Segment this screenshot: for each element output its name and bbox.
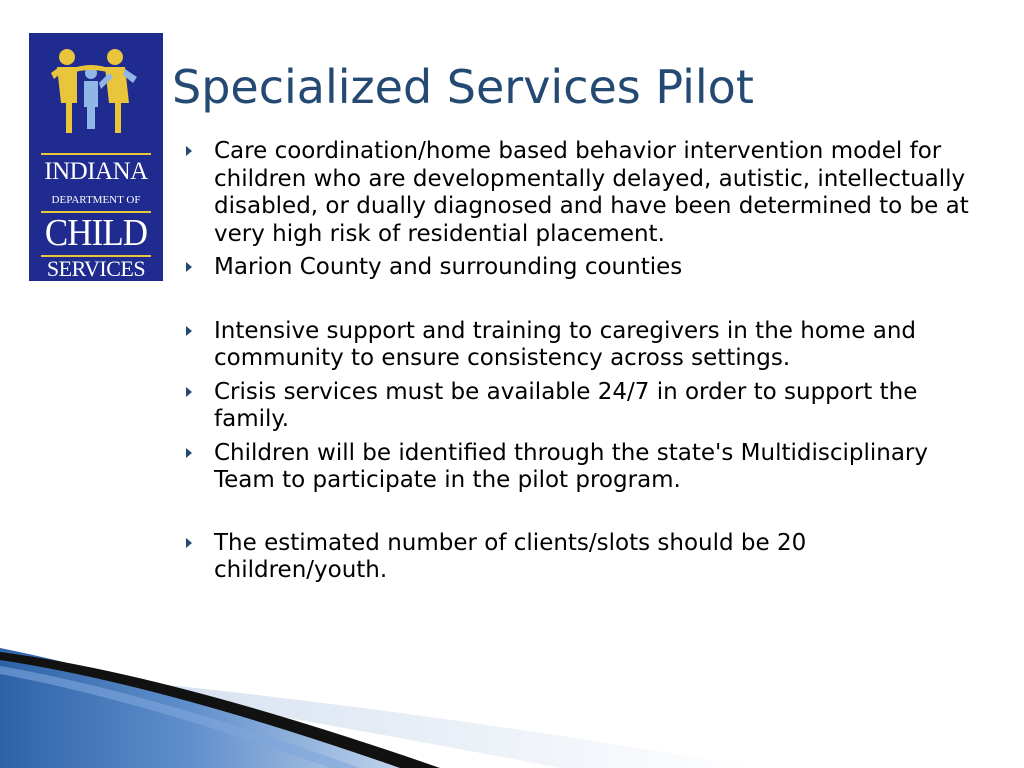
bullet-item [186, 379, 976, 434]
bullet-arrow-icon [186, 538, 192, 548]
bullet-arrow-icon [186, 387, 192, 397]
indiana-dcs-logo [29, 33, 163, 281]
bullet-text: Marion County and surrounding counties [214, 254, 683, 280]
logo-text-child: CHILD [44, 212, 148, 254]
logo-rule-top [41, 153, 151, 155]
bullet-text: Care coordination/home based behavior intervention model for children who are developmentally delayed, autistic, intellectually disabled, or dually diagnosed and have been determined to be at very high risk of residential placement. [214, 138, 969, 247]
bullet-item [186, 530, 976, 585]
bullet-text: Children will be identified through the state's Multidisciplinary Team to participate in the pilot program. [214, 439, 928, 493]
decorative-swoosh [0, 640, 1024, 768]
bullet-item [186, 440, 976, 495]
bullet-arrow-icon [186, 448, 192, 458]
logo-text-indiana: INDIANA [44, 158, 148, 185]
logo-text-services: SERVICES [46, 256, 146, 281]
slide-title: Specialized Services Pilot [172, 60, 754, 114]
bullet-item [186, 254, 976, 282]
bullet-text: Intensive support and training to caregivers in the home and community to ensure consistency across settings. [214, 317, 917, 371]
bullet-list [186, 138, 976, 585]
bullet-item [186, 138, 976, 248]
bullet-arrow-icon [186, 146, 192, 156]
bullet-arrow-icon [186, 262, 192, 272]
bullet-text: The estimated number of clients/slots should be 20 children/youth. [214, 529, 807, 583]
logo-text-department: DEPARTMENT OF [51, 194, 141, 206]
bullet-text: Crisis services must be available 24/7 in order to support the family. [214, 378, 918, 432]
bullet-arrow-icon [186, 326, 192, 336]
bullet-item [186, 318, 976, 373]
family-figures-icon [51, 43, 141, 148]
